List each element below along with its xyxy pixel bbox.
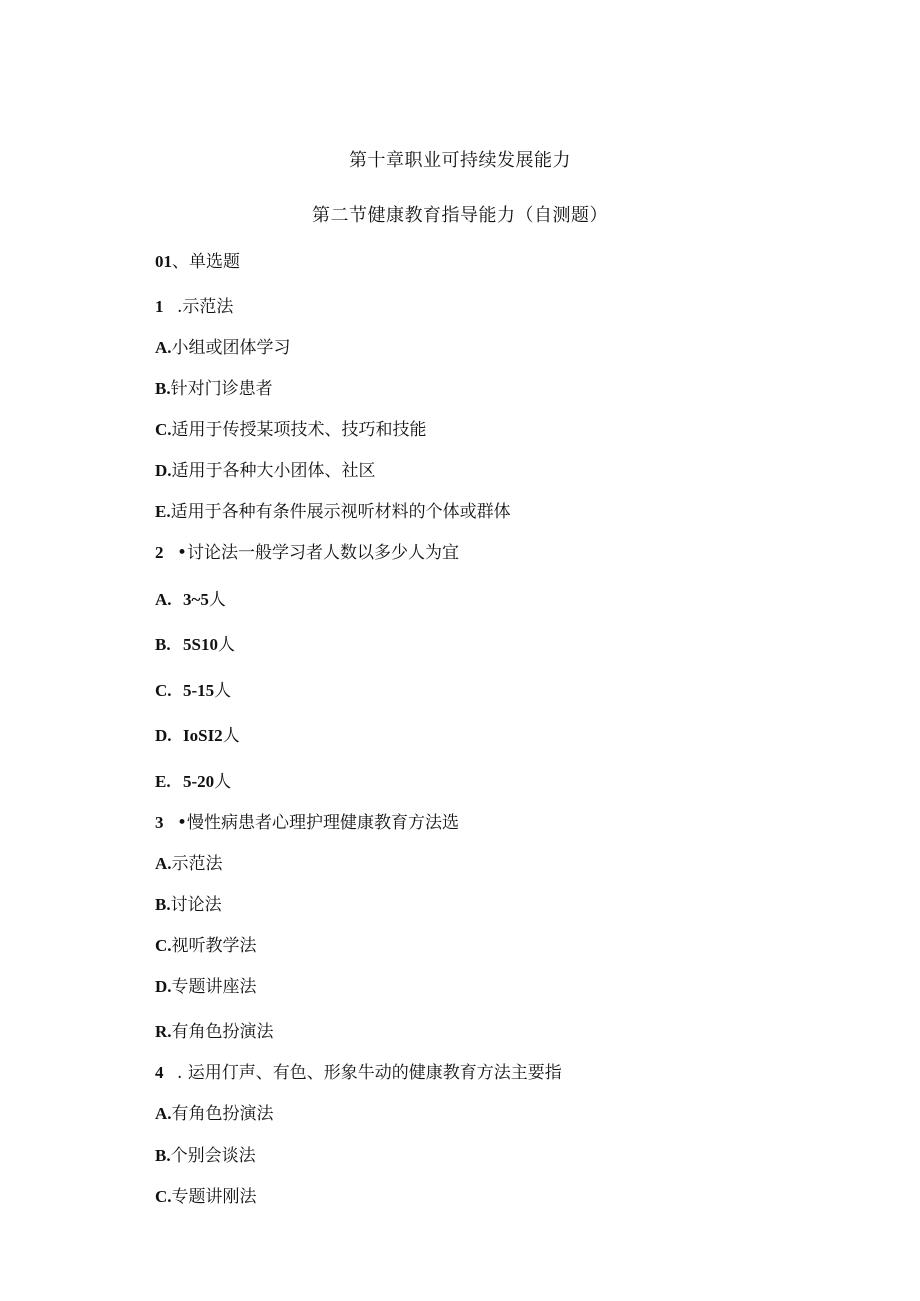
q2-option-e xyxy=(155,771,231,793)
question-3 xyxy=(155,812,459,834)
option-unit: 人 xyxy=(214,681,232,701)
q3-option-e xyxy=(155,1021,274,1043)
option-label: C. xyxy=(155,681,172,700)
question-text: •讨论法一般学习者人数以多少人为宜 xyxy=(177,543,460,563)
part-heading xyxy=(155,251,240,273)
q4-option-b xyxy=(155,1145,256,1167)
question-number: 4 xyxy=(155,1063,164,1082)
question-number: 2 xyxy=(155,543,164,562)
option-value: 5-15 xyxy=(183,681,215,700)
option-label: E. xyxy=(155,772,171,791)
option-unit: 人 xyxy=(214,772,232,792)
option-text: 示范法 xyxy=(171,854,223,874)
q2-option-c xyxy=(155,680,231,702)
option-label: D. xyxy=(155,461,172,480)
question-1 xyxy=(155,296,233,318)
option-label: C. xyxy=(155,420,172,439)
option-label: R. xyxy=(155,1022,172,1041)
q1-option-a xyxy=(155,337,291,359)
option-label: A. xyxy=(155,1104,172,1123)
option-text: 有角色扮演法 xyxy=(171,1104,274,1124)
question-4 xyxy=(155,1062,562,1084)
option-text: 适用于各种大小团体、社区 xyxy=(171,461,376,481)
option-label: A. xyxy=(155,590,172,609)
option-label: B. xyxy=(155,379,171,398)
option-value: 5-20 xyxy=(183,772,215,791)
part-heading-text: 、单选题 xyxy=(172,252,240,272)
option-unit: 人 xyxy=(217,635,235,655)
option-value: 5S10 xyxy=(183,635,218,654)
question-text: . 运用仃声、有色、形象牛动的健康教育方法主要指 xyxy=(177,1063,562,1083)
option-text: 专题讲刚法 xyxy=(171,1187,257,1207)
option-text: 适用于各种有条件展示视听材料的个体或群体 xyxy=(170,502,511,522)
question-2 xyxy=(155,542,459,564)
q1-option-c xyxy=(155,419,427,441)
option-label: E. xyxy=(155,502,171,521)
option-text: 个别会谈法 xyxy=(170,1146,256,1166)
option-text: 视听教学法 xyxy=(171,936,257,956)
option-label: A. xyxy=(155,338,172,357)
option-text: 针对门诊患者 xyxy=(170,379,273,399)
q1-option-b xyxy=(155,378,273,400)
q1-option-d xyxy=(155,460,376,482)
option-text: 小组或团体学习 xyxy=(171,338,291,358)
question-number: 3 xyxy=(155,813,164,832)
option-label: C. xyxy=(155,936,172,955)
q4-option-c xyxy=(155,1186,257,1208)
option-value: IoSI2 xyxy=(183,726,223,745)
option-unit: 人 xyxy=(222,726,240,746)
q2-option-a xyxy=(155,589,226,611)
q3-option-d xyxy=(155,976,257,998)
question-text: .示范法 xyxy=(177,297,234,317)
option-label: B. xyxy=(155,1146,171,1165)
option-text: 专题讲座法 xyxy=(171,977,257,997)
option-label: A. xyxy=(155,854,172,873)
option-text: 有角色扮演法 xyxy=(171,1022,274,1042)
question-number: 1 xyxy=(155,297,164,316)
option-text: 适用于传授某项技术、技巧和技能 xyxy=(171,420,427,440)
question-text: •慢性病患者心理护理健康教育方法选 xyxy=(177,813,460,833)
option-text: 讨论法 xyxy=(170,895,222,915)
q3-option-a xyxy=(155,853,223,875)
q3-option-c xyxy=(155,935,257,957)
option-label: D. xyxy=(155,726,172,745)
q4-option-a xyxy=(155,1103,274,1125)
section-title: 第二节健康教育指导能力（自测题） xyxy=(312,205,608,226)
part-heading-number: 01 xyxy=(155,252,172,271)
q3-option-b xyxy=(155,894,222,916)
chapter-title: 第十章职业可持续发展能力 xyxy=(349,150,571,171)
option-label: D. xyxy=(155,977,172,996)
option-value: 3~5 xyxy=(183,590,209,609)
q2-option-b xyxy=(155,634,235,656)
option-label: C. xyxy=(155,1187,172,1206)
option-label: B. xyxy=(155,895,171,914)
q1-option-e xyxy=(155,501,511,523)
q2-option-d xyxy=(155,725,240,747)
option-label: B. xyxy=(155,635,171,654)
option-unit: 人 xyxy=(208,590,226,610)
